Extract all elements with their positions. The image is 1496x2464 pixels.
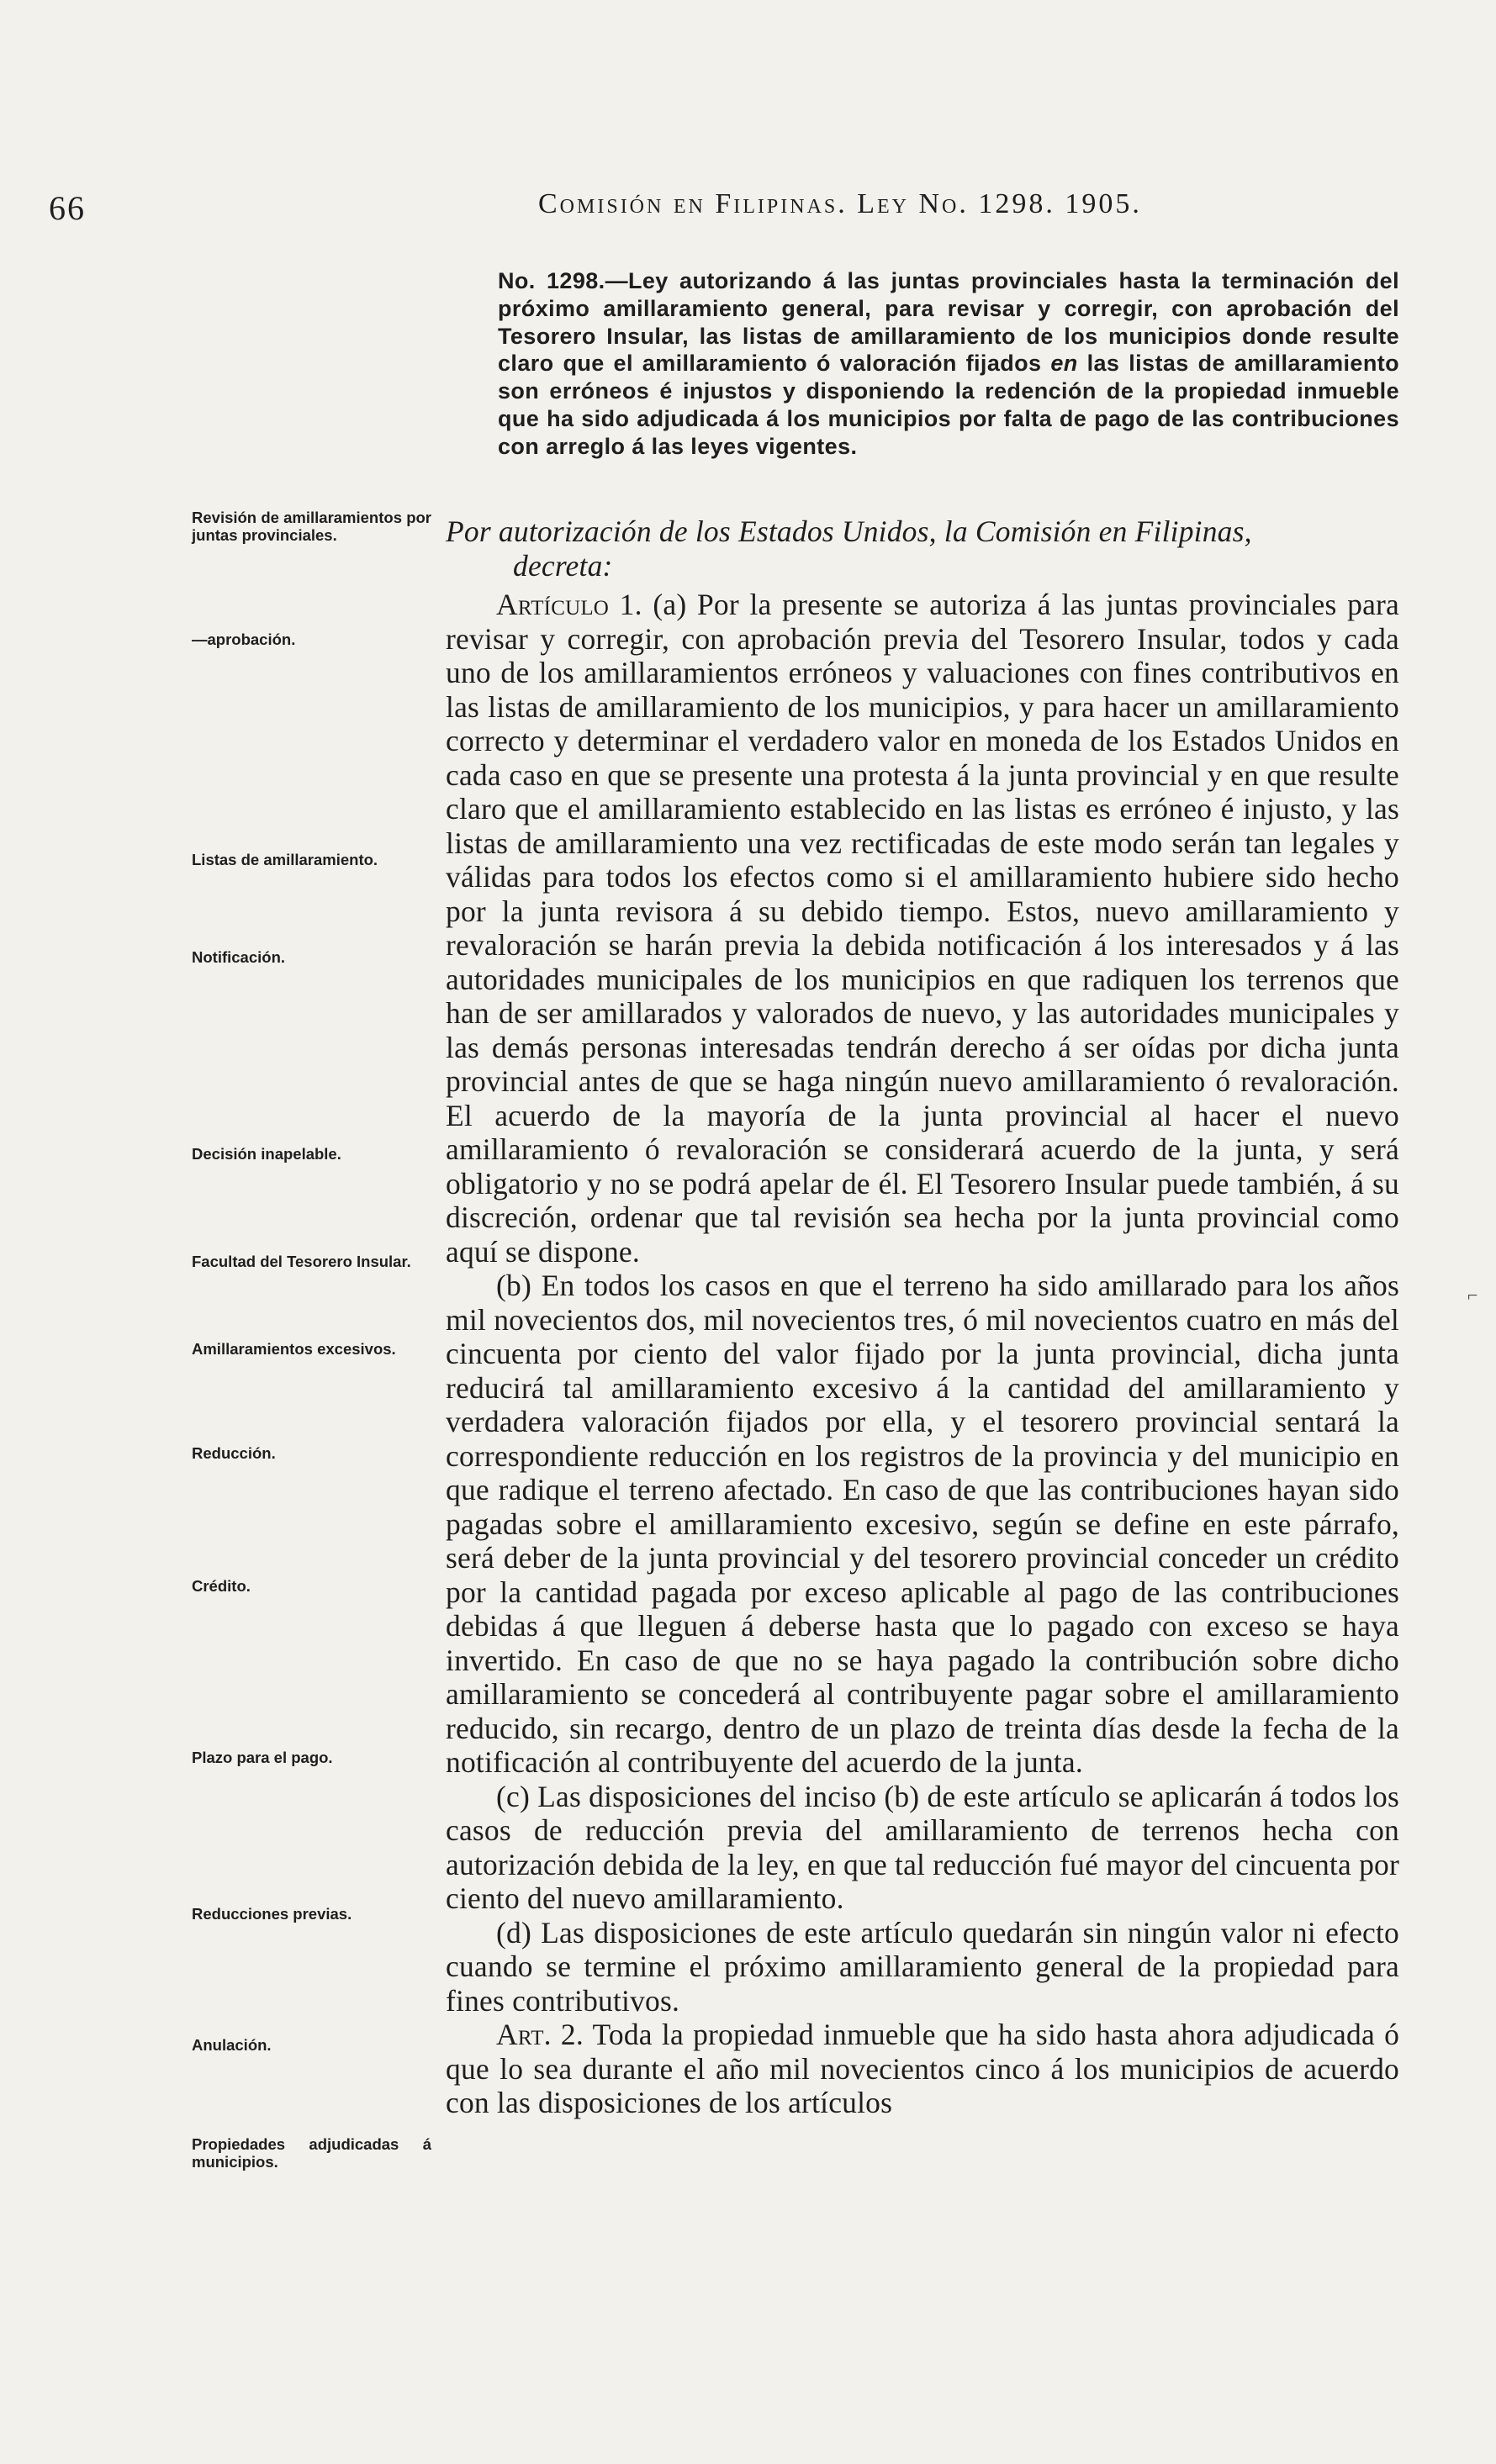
enacting-clause-decreta: decreta: [513,548,613,583]
side-note-revision: Revisión de amillaramientos por juntas provinciales. [192,509,431,544]
enacting-clause-text: Por autorización de los Estados Unidos, la Comisión en Filipinas, [446,514,1252,548]
side-note-propiedades: Propiedades adjudicadas á municipios. [192,2135,431,2171]
page-number: 66 [49,189,86,227]
enacting-clause [446,514,1399,583]
side-note-credito: Crédito. [192,1577,251,1595]
side-note-reducciones-previas: Reducciones previas. [192,1905,352,1923]
article-1-para-a-text: (a) Por la presente se autoriza á las juntas provinciales para revisar y corregir, con aprobación previa del Tesorero Insular, todos y cada uno de los amillaramientos erróneos y valuaciones con fines contributivos en las listas de amillaramiento de los municipios, y para hacer un amillaramiento correcto y determinar el verdadero valor en moneda de los Estados Unidos en cada caso en que se presente una protesta á la junta provincial y en que resulte claro que el amillaramiento establecido en las listas es erróneo é injusto, y las listas de amillaramiento una vez rectificadas de este modo serán tan legales y válidas para todos los efectos como si el amillaramiento hubiere sido hecho por la junta revisora á su debido tiempo. Estos, nuevo amillaramiento y revaloración se harán previa la debida notificación á los interesados y á las autoridades municipales de los municipios en que radiquen los terrenos que han de ser amillarados y valorados de nuevo, y las autoridades municipales y las demás personas interesadas tendrán derecho á ser oídas por dicha junta provincial antes de que se haga ningún nuevo amillaramiento ó revaloración. El acuerdo de la mayoría de la junta provincial al hacer el nuevo amillaramiento ó revaloración se considerará acuerdo de la junta, y será obligatorio y no se podrá apelar de él. El Tesorero Insular puede también, á su discreción, ordenar que tal revisión sea hecha por la junta provincial como aquí se dispone. [446,588,1400,1269]
article-1-para-c: (c) Las disposiciones del inciso (b) de este artículo se aplicarán á todos los casos de reducción previa del amillaramiento de terrenos hecha con autorización debida de la ley, en que tal reducción fué mayor del cincuenta por ciento del nuevo amillaramiento. [446,1779,1399,1915]
act-title-text-1: Ley autorizando á las juntas provinciales hasta la terminación del próximo amillaramiento general, para revisar y corregir, con aprobación del Tesorero Insular, las listas de amillaramiento de los municipios donde resulte claro que el amillaramiento ó valoración fijados [498,268,1399,377]
article-2-label: Art. 2. [496,2018,584,2051]
article-2-text: Toda la propiedad inmueble que ha sido hasta ahora adjudicada ó que lo sea durante el año mil novecientos cinco á los municipios de acuerdo con las disposiciones de los artículos [446,2018,1400,2119]
act-number: No. 1298.— [498,268,628,293]
running-head: Comisión en Filipinas. Ley No. 1298. 1905. [538,188,1142,219]
article-1-label: Artículo 1. [496,588,642,621]
side-note-listas: Listas de amillaramiento. [192,851,378,868]
act-title-italic: en [1050,351,1078,377]
act-body [446,514,1399,2120]
side-note-decision: Decisión inapelable. [192,1145,341,1163]
side-note-notificacion: Notificación. [192,948,286,966]
article-1-para-a [446,588,1399,1269]
article-2 [446,2018,1399,2120]
article-1-para-d: (d) Las disposiciones de este artículo quedarán sin ningún valor ni efecto cuando se termine el próximo amillaramiento general de la propiedad para fines contributivos. [446,1915,1399,2018]
margin-mark: ⌐ [1467,1285,1478,1306]
side-note-aprobacion: —aprobación. [192,631,296,648]
act-title-text-2: las listas de amillaramiento son erróneos é injustos y disponiendo la redención de la propiedad inmueble que ha sido adjudicada á los municipios por falta de pago de las contribuciones con arreglo á las leyes vigentes. [498,351,1399,459]
side-note-facultad: Facultad del Tesorero Insular. [192,1253,411,1270]
act-title [498,267,1399,461]
side-note-anulacion: Anulación. [192,2036,272,2054]
article-1-para-b: (b) En todos los casos en que el terreno ha sido amillarado para los años mil novecientos dos, mil novecientos tres, ó mil novecientos cuatro en más del cincuenta por ciento del valor fijado por la junta provincial, dicha junta reducirá tal amillaramiento excesivo á la cantidad del amillaramiento y verdadera valoración fijados por ella, y el tesorero provincial sentará la correspondiente reducción en los registros de la provincia y del municipio en que radique el terreno afectado. En caso de que las contribuciones hayan sido pagadas sobre el amillaramiento excesivo, según se define en este párrafo, será deber de la junta provincial y del tesorero provincial conceder un crédito por la cantidad pagada por exceso aplicable al pago de las contribuciones debidas á que lleguen á deberse hasta que lo pagado con exceso se haya invertido. En caso de que no se haya pagado la contribución sobre dicho amillaramiento se concederá al contribuyente pagar sobre el amillaramiento reducido, sin recargo, dentro de un plazo de treinta días desde la fecha de la notificación al contribuyente del acuerdo de la junta. [446,1269,1399,1779]
side-note-plazo: Plazo para el pago. [192,1749,333,1766]
side-note-reduccion: Reducción. [192,1444,276,1462]
side-note-amillaramientos-excesivos: Amillaramientos excesivos. [192,1340,396,1358]
